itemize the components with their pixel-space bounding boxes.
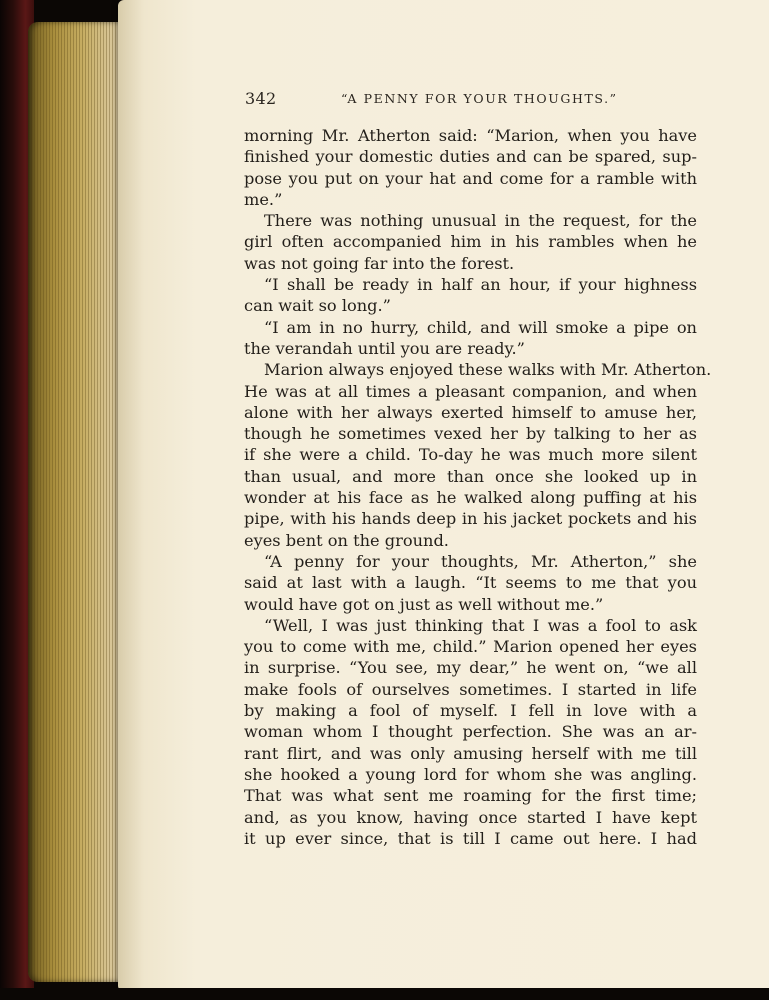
page-header <box>245 89 697 113</box>
text-line: by making a fool of myself. I fell in love with a <box>244 701 697 721</box>
text-line: finished your domestic duties and can be spared, sup- <box>244 147 697 167</box>
text-line: was not going far into the forest. <box>244 253 515 273</box>
text-line: eyes bent on the ground. <box>244 530 449 550</box>
text-line: and, as you know, having once started I have kept <box>244 807 697 827</box>
text-line: in surprise. “You see, my dear,” he went on, “we all <box>244 658 697 678</box>
text-line: can wait so long.” <box>244 296 391 316</box>
text-line: pose you put on your hat and come for a ramble with <box>244 168 697 188</box>
running-title: “A PENNY FOR YOUR THOUGHTS.” <box>341 91 618 106</box>
text-line: me.” <box>244 189 283 209</box>
text-line: “Well, I was just thinking that I was a fool to ask <box>264 615 697 635</box>
body-text <box>244 125 712 849</box>
text-line: He was at all times a pleasant companion, and when <box>244 381 697 401</box>
text-line: rant flirt, and was only amusing herself with me till <box>244 743 697 763</box>
page-edges <box>28 22 128 982</box>
text-line: morning Mr. Atherton said: “Marion, when you have <box>244 126 697 145</box>
text-line: she hooked a young lord for whom she was angling. <box>244 764 697 784</box>
text-line: That was what sent me roaming for the first time; <box>244 786 697 806</box>
text-line: said at last with a laugh. “It seems to me that you <box>244 573 697 593</box>
text-line: Marion always enjoyed these walks with Mr. Atherton. <box>264 360 712 380</box>
text-line: you to come with me, child.” Marion opened her eyes <box>244 637 697 657</box>
text-line: “I am in no hurry, child, and will smoke a pipe on <box>264 317 697 337</box>
text-line: woman whom I thought perfection. She was an ar- <box>244 722 697 742</box>
text-line: than usual, and more than once she looked up in <box>244 466 697 486</box>
text-line: it up ever since, that is till I came out here. I had <box>244 828 697 848</box>
text-line: “I shall be ready in half an hour, if your highness <box>264 275 697 295</box>
text-line: the verandah until you are ready.” <box>244 338 525 358</box>
text-line: There was nothing unusual in the request, for the <box>264 211 697 231</box>
page-number: 342 <box>245 89 277 108</box>
text-line: though he sometimes vexed her by talking to her as <box>244 424 697 444</box>
text-line: pipe, with his hands deep in his jacket pockets and his <box>244 509 697 529</box>
text-line: “A penny for your thoughts, Mr. Atherton,” she <box>264 551 697 571</box>
text-line: wonder at his face as he walked along puffing at his <box>244 488 697 508</box>
text-line: if she were a child. To-day he was much more silent <box>244 445 697 465</box>
text-line: alone with her always exerted himself to amuse her, <box>244 402 697 422</box>
text-line: make fools of ourselves sometimes. I started in life <box>244 679 697 699</box>
bottom-shadow <box>0 988 769 1000</box>
text-line: girl often accompanied him in his rambles when he <box>244 232 697 252</box>
text-line: would have got on just as well without me.” <box>244 594 604 614</box>
